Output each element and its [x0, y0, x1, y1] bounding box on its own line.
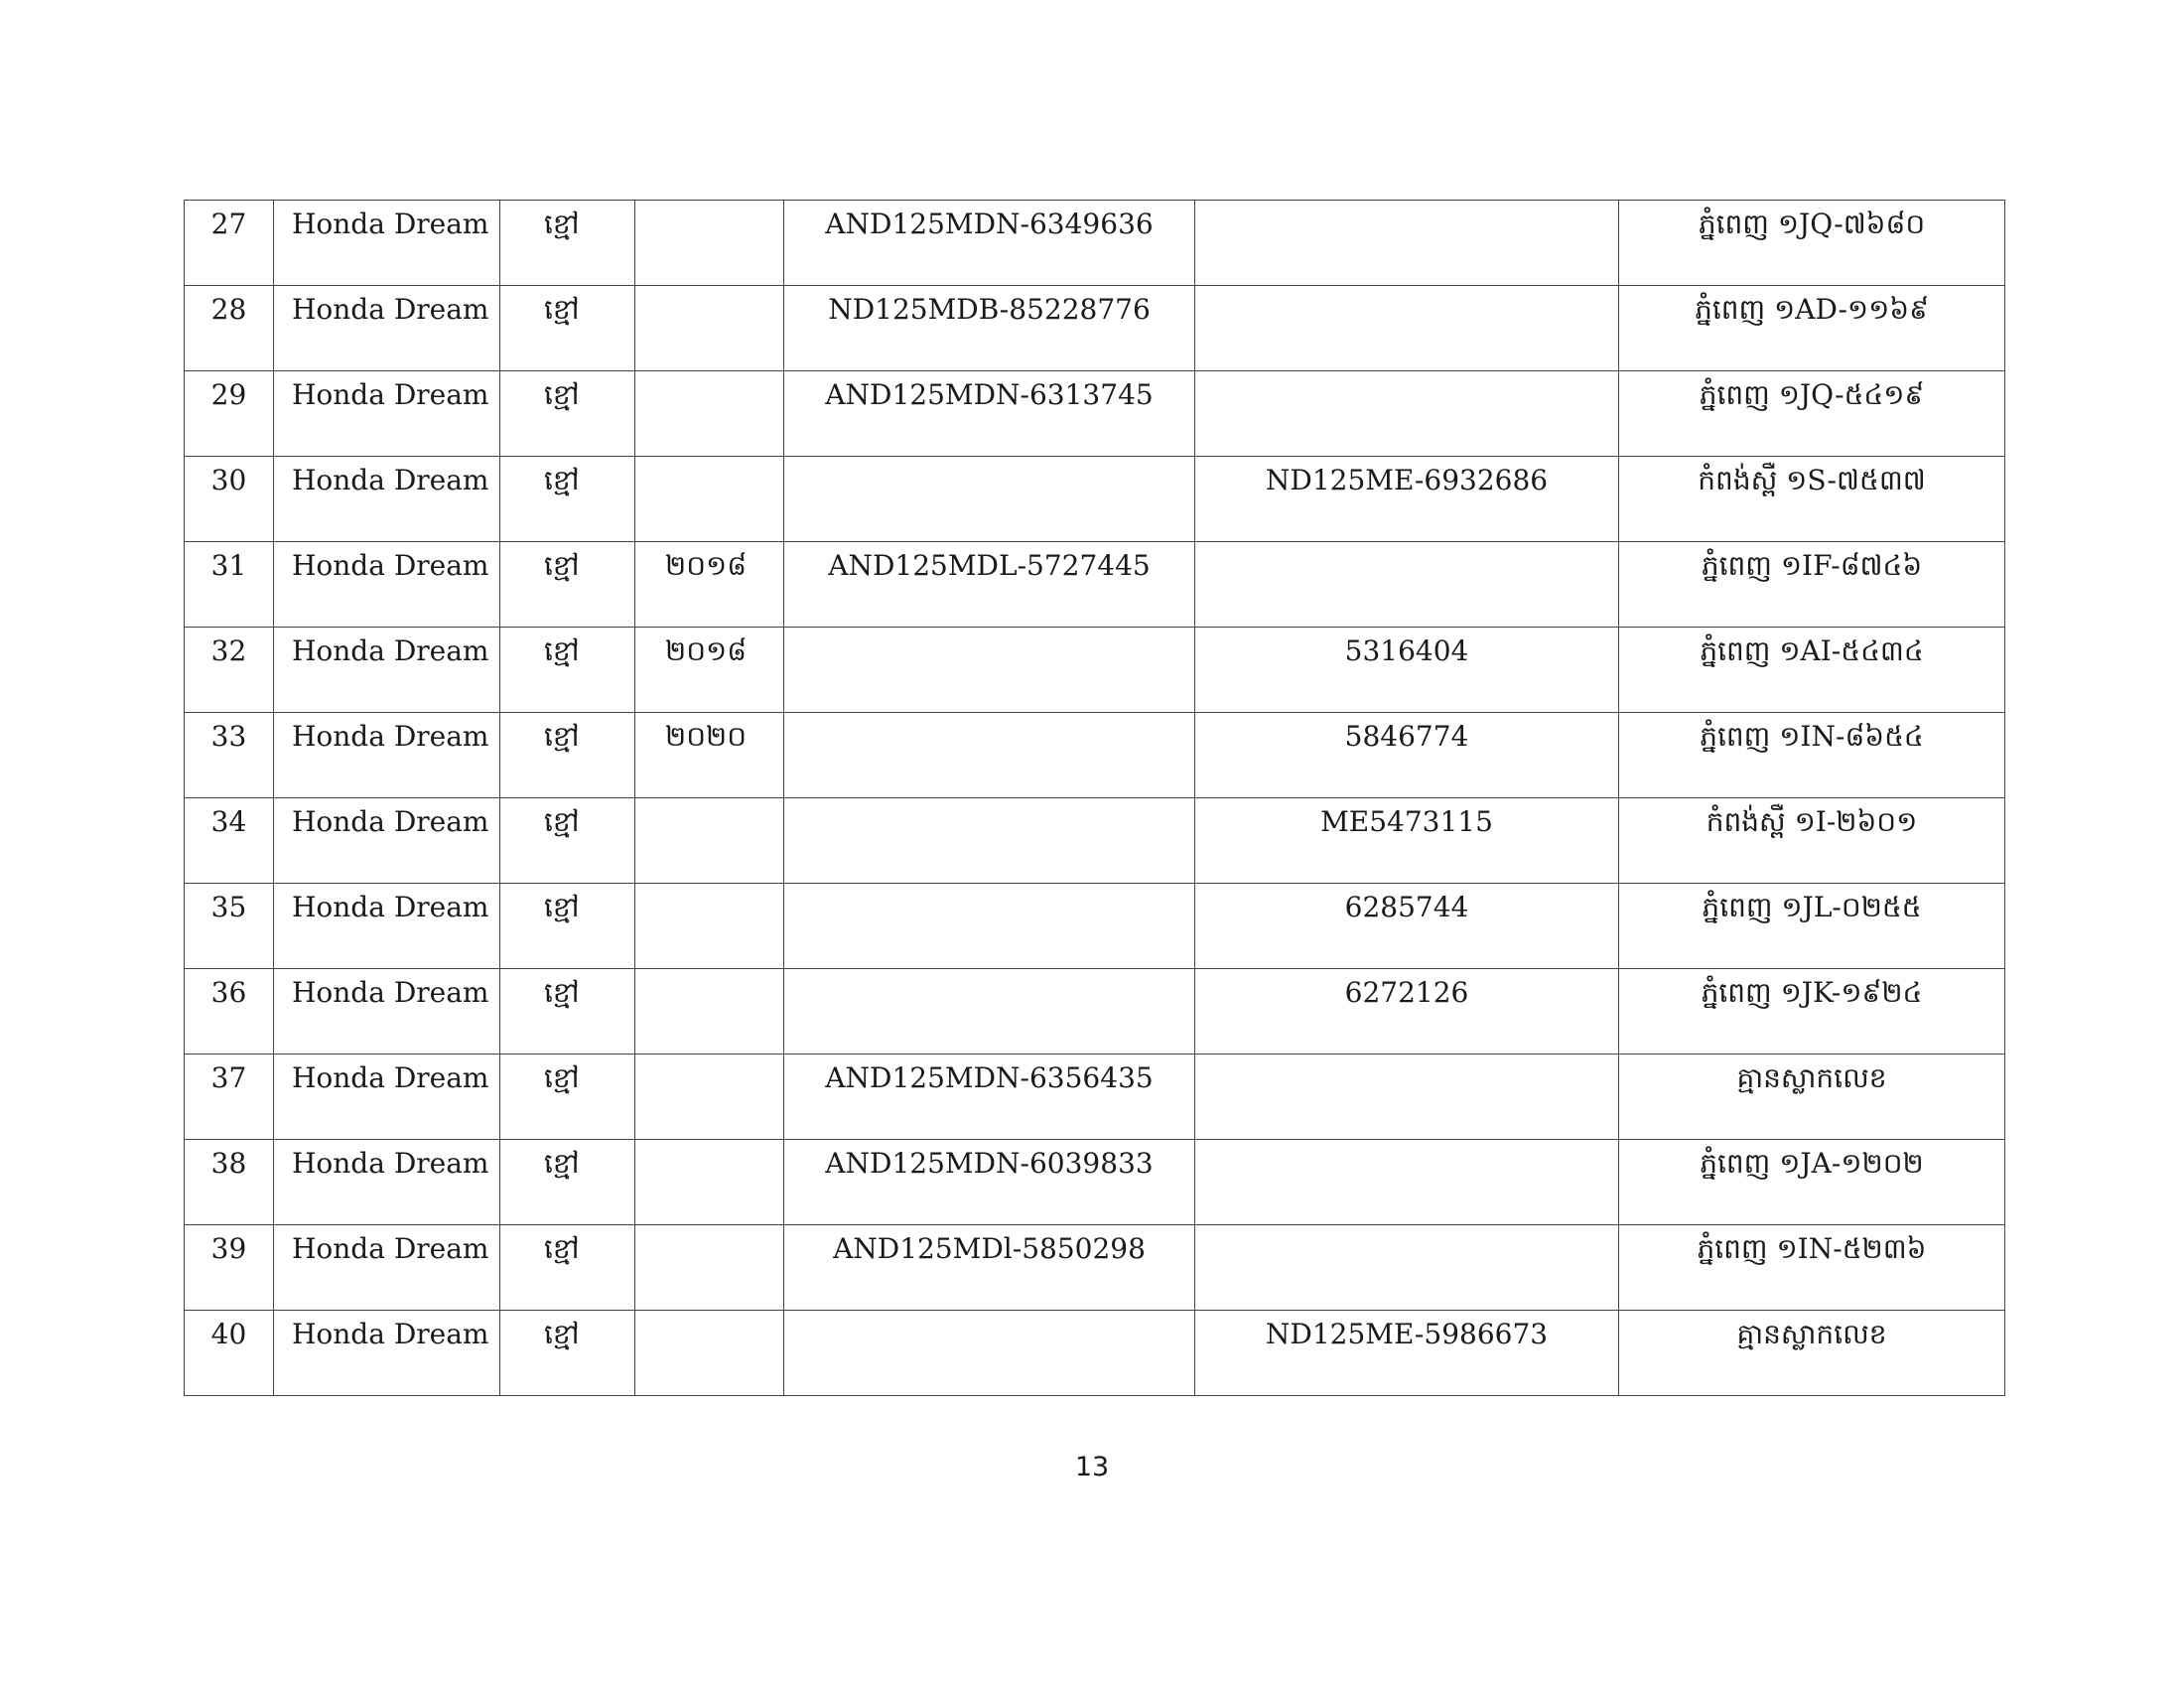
chassis-number-cell: AND125MDN-6349636: [784, 201, 1195, 286]
model-cell: Honda Dream: [274, 457, 500, 542]
row-number: 33: [185, 713, 274, 798]
plate-number-cell: ភ្នំពេញ ១IN-៥២៣៦: [1619, 1225, 2005, 1311]
plate-number-cell: ភ្នំពេញ ១JL-០២៥៥: [1619, 884, 2005, 969]
table-row: [185, 457, 2005, 542]
table-row: [185, 884, 2005, 969]
year-cell: ២០២០: [635, 713, 784, 798]
chassis-number-cell: AND125MDN-6039833: [784, 1140, 1195, 1225]
plate-number-cell: ភ្នំពេញ ១JQ-៥៤១៩: [1619, 371, 2005, 457]
row-number: 37: [185, 1055, 274, 1140]
model-cell: Honda Dream: [274, 371, 500, 457]
table-row: [185, 1055, 2005, 1140]
row-number: 30: [185, 457, 274, 542]
chassis-number-cell: [784, 798, 1195, 884]
color-cell: ខ្មៅ: [500, 286, 635, 371]
chassis-number-cell: [784, 457, 1195, 542]
engine-number-cell: [1195, 286, 1619, 371]
year-cell: [635, 969, 784, 1055]
color-cell: ខ្មៅ: [500, 542, 635, 628]
plate-number-cell: គ្មានស្លាកលេខ: [1619, 1055, 2005, 1140]
year-cell: ២០១៨: [635, 628, 784, 713]
chassis-number-cell: [784, 969, 1195, 1055]
model-cell: Honda Dream: [274, 201, 500, 286]
chassis-number-cell: [784, 884, 1195, 969]
year-cell: [635, 884, 784, 969]
table-row: [185, 286, 2005, 371]
plate-number-cell: កំពង់ស្ពឺ ១S-៧៥៣៧: [1619, 457, 2005, 542]
table-row: [185, 542, 2005, 628]
model-cell: Honda Dream: [274, 1225, 500, 1311]
engine-number-cell: 5846774: [1195, 713, 1619, 798]
row-number: 32: [185, 628, 274, 713]
plate-number-cell: ភ្នំពេញ ១IF-៨៧៤៦: [1619, 542, 2005, 628]
color-cell: ខ្មៅ: [500, 201, 635, 286]
chassis-number-cell: AND125MDl-5850298: [784, 1225, 1195, 1311]
model-cell: Honda Dream: [274, 798, 500, 884]
color-cell: ខ្មៅ: [500, 713, 635, 798]
color-cell: ខ្មៅ: [500, 1225, 635, 1311]
model-cell: Honda Dream: [274, 628, 500, 713]
engine-number-cell: ND125ME-5986673: [1195, 1311, 1619, 1396]
table-row: [185, 1140, 2005, 1225]
model-cell: Honda Dream: [274, 713, 500, 798]
color-cell: ខ្មៅ: [500, 1140, 635, 1225]
row-number: 31: [185, 542, 274, 628]
color-cell: ខ្មៅ: [500, 884, 635, 969]
plate-number-cell: ភ្នំពេញ ១AD-១១៦៩: [1619, 286, 2005, 371]
table-row: [185, 201, 2005, 286]
engine-number-cell: ND125ME-6932686: [1195, 457, 1619, 542]
engine-number-cell: [1195, 201, 1619, 286]
model-cell: Honda Dream: [274, 1055, 500, 1140]
table-row: [185, 713, 2005, 798]
plate-number-cell: គ្មានស្លាកលេខ: [1619, 1311, 2005, 1396]
year-cell: [635, 1311, 784, 1396]
table-row: [185, 1311, 2005, 1396]
row-number: 38: [185, 1140, 274, 1225]
model-cell: Honda Dream: [274, 542, 500, 628]
chassis-number-cell: AND125MDL-5727445: [784, 542, 1195, 628]
model-cell: Honda Dream: [274, 1311, 500, 1396]
year-cell: [635, 798, 784, 884]
row-number: 29: [185, 371, 274, 457]
year-cell: [635, 457, 784, 542]
row-number: 40: [185, 1311, 274, 1396]
engine-number-cell: [1195, 1140, 1619, 1225]
model-cell: Honda Dream: [274, 1140, 500, 1225]
color-cell: ខ្មៅ: [500, 371, 635, 457]
color-cell: ខ្មៅ: [500, 969, 635, 1055]
plate-number-cell: ភ្នំពេញ ១JA-១២០២: [1619, 1140, 2005, 1225]
year-cell: [635, 201, 784, 286]
model-cell: Honda Dream: [274, 969, 500, 1055]
plate-number-cell: ភ្នំពេញ ១JK-១៩២៤: [1619, 969, 2005, 1055]
row-number: 39: [185, 1225, 274, 1311]
year-cell: [635, 1140, 784, 1225]
color-cell: ខ្មៅ: [500, 1055, 635, 1140]
engine-number-cell: [1195, 1225, 1619, 1311]
chassis-number-cell: AND125MDN-6356435: [784, 1055, 1195, 1140]
year-cell: ២០១៨: [635, 542, 784, 628]
engine-number-cell: 6285744: [1195, 884, 1619, 969]
vehicle-table: [184, 200, 2005, 1396]
color-cell: ខ្មៅ: [500, 798, 635, 884]
color-cell: ខ្មៅ: [500, 457, 635, 542]
table-body: [185, 201, 2005, 1396]
model-cell: Honda Dream: [274, 884, 500, 969]
table-row: [185, 1225, 2005, 1311]
year-cell: [635, 286, 784, 371]
year-cell: [635, 1225, 784, 1311]
chassis-number-cell: [784, 628, 1195, 713]
chassis-number-cell: [784, 1311, 1195, 1396]
engine-number-cell: [1195, 542, 1619, 628]
row-number: 34: [185, 798, 274, 884]
engine-number-cell: [1195, 371, 1619, 457]
table-row: [185, 969, 2005, 1055]
model-cell: Honda Dream: [274, 286, 500, 371]
table-row: [185, 798, 2005, 884]
table-row: [185, 628, 2005, 713]
chassis-number-cell: ND125MDB-85228776: [784, 286, 1195, 371]
plate-number-cell: ភ្នំពេញ ១JQ-៧៦៨០: [1619, 201, 2005, 286]
row-number: 35: [185, 884, 274, 969]
engine-number-cell: 6272126: [1195, 969, 1619, 1055]
plate-number-cell: ភ្នំពេញ ១AI-៥៤៣៤: [1619, 628, 2005, 713]
row-number: 36: [185, 969, 274, 1055]
color-cell: ខ្មៅ: [500, 1311, 635, 1396]
chassis-number-cell: [784, 713, 1195, 798]
engine-number-cell: [1195, 1055, 1619, 1140]
row-number: 28: [185, 286, 274, 371]
row-number: 27: [185, 201, 274, 286]
color-cell: ខ្មៅ: [500, 628, 635, 713]
plate-number-cell: ភ្នំពេញ ១IN-៨៦៥៤: [1619, 713, 2005, 798]
chassis-number-cell: AND125MDN-6313745: [784, 371, 1195, 457]
plate-number-cell: កំពង់ស្ពឺ ១I-២៦០១: [1619, 798, 2005, 884]
engine-number-cell: ME5473115: [1195, 798, 1619, 884]
table-row: [185, 371, 2005, 457]
year-cell: [635, 371, 784, 457]
page-number: 13: [1074, 1452, 1110, 1482]
engine-number-cell: 5316404: [1195, 628, 1619, 713]
year-cell: [635, 1055, 784, 1140]
